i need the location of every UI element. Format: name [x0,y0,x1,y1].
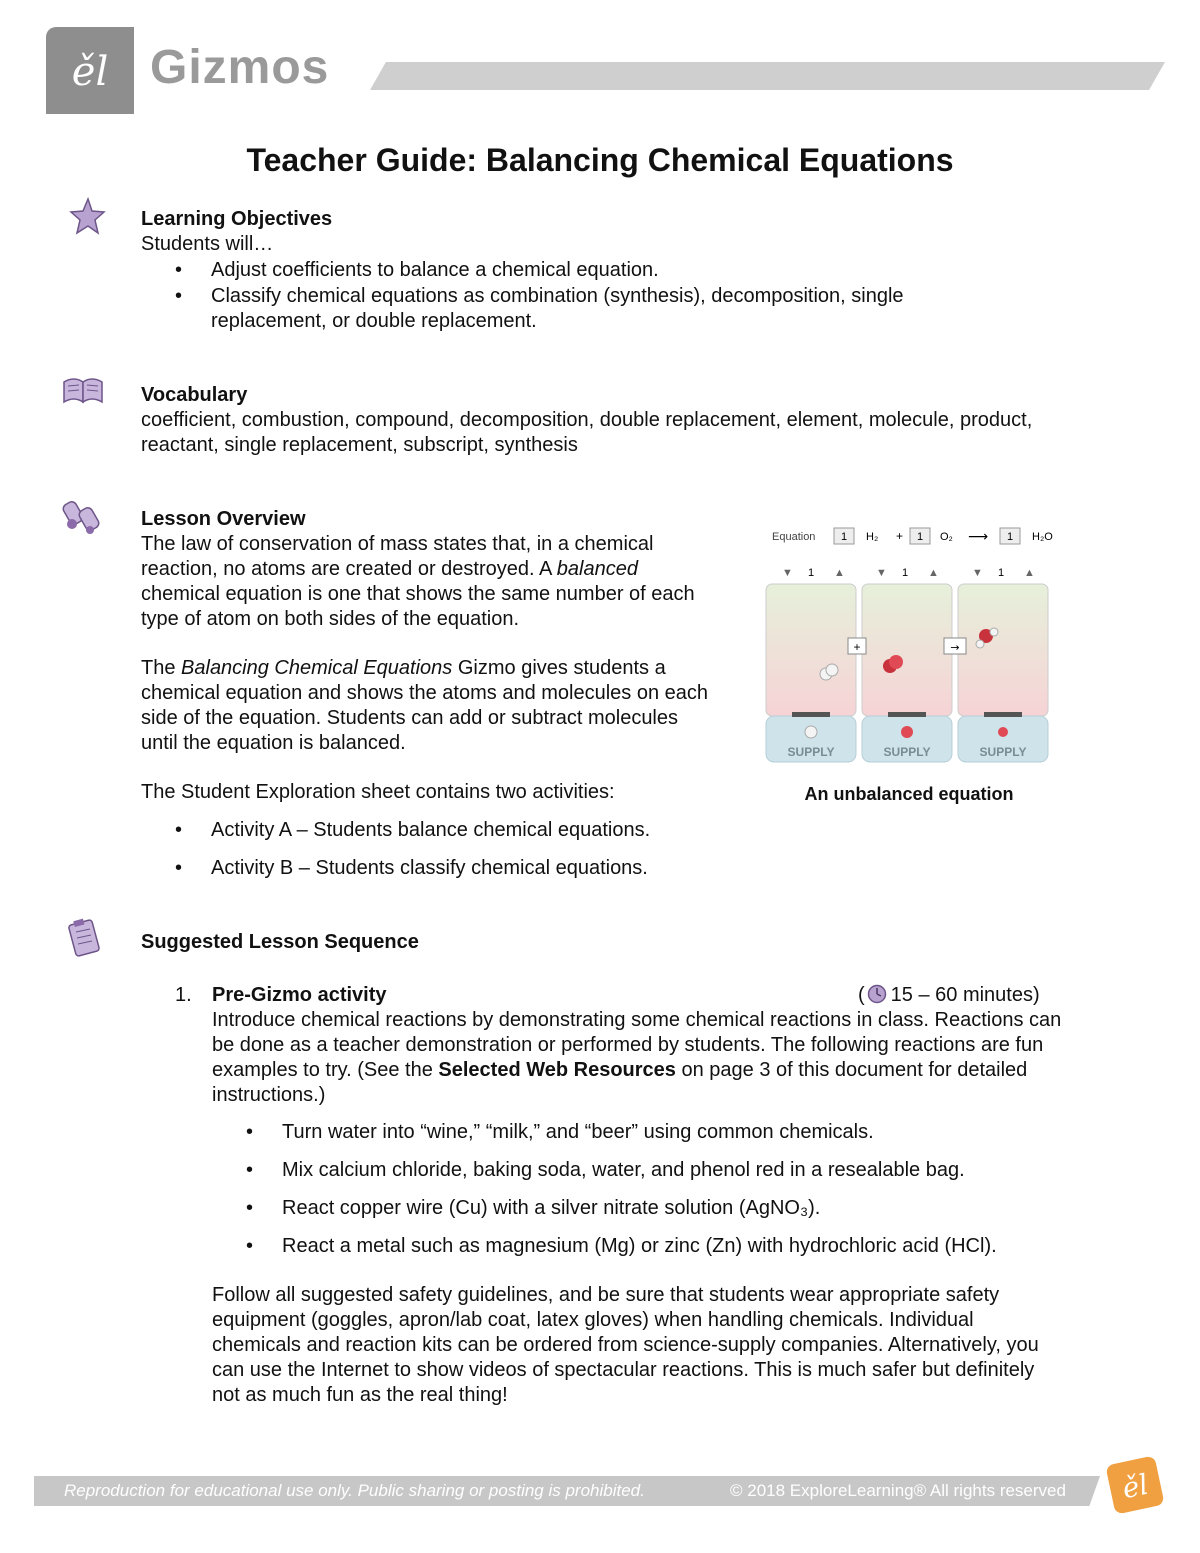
overview-paragraph-1 [141,532,711,632]
clipboard-icon [60,918,106,958]
el-logo-icon [46,27,134,114]
objectives-intro: Students will… [141,233,274,255]
vocabulary-heading: Vocabulary [141,384,248,406]
svg-text:▼: ▼ [972,567,983,579]
equation-label: Equation [772,531,816,543]
brand-name: Gizmos [150,41,330,94]
supply-3-label: SUPPLY [979,745,1027,759]
list-item: • Activity A – Students balance chemical equations. [141,818,741,843]
list-item: • Mix calcium chloride, baking soda, water, and phenol red in a resealable bag. [212,1158,1092,1183]
objective-item: • Adjust coefficients to balance a chemical equation. [141,258,1001,283]
overview-p2-text: The [141,657,182,679]
duration-text: 15 – 60 minutes) [890,984,1040,1006]
svg-text:▼: ▼ [782,567,793,579]
coefficient-3: 1 [1006,531,1014,543]
svg-text:▲: ▲ [1024,567,1035,579]
stepper-3-value: 1 [998,567,1005,579]
binoculars-icon [60,494,106,534]
gizmos-logo-mark [46,27,134,114]
svg-text:ěl: ěl [1119,1467,1152,1506]
svg-text:▲: ▲ [928,567,939,579]
overview-heading: Lesson Overview [141,508,306,530]
svg-text:ěl: ěl [71,49,109,95]
web-resources-ref: Selected Web Resources [438,1059,676,1081]
step-intro [212,1008,1072,1108]
step-number: 1. [175,984,192,1006]
plus-sign: + [896,529,904,543]
supply-2-label: SUPPLY [883,745,931,759]
step-title: Pre-Gizmo activity [212,984,387,1006]
stepper-2-value: 1 [902,567,909,579]
list-item: • Turn water into “wine,” “milk,” and “beer” using common chemicals. [212,1120,1092,1145]
sequence-heading: Suggested Lesson Sequence [141,931,419,953]
duration-paren: ( [858,984,865,1006]
overview-p1-text: The law of conservation of mass states that, in a chemical reaction, no atoms are created or destroyed. A [141,533,654,580]
book-icon [60,370,106,410]
product-formula: H₂O [1032,531,1053,543]
activities-list [141,818,741,881]
coefficient-2: 1 [916,531,924,543]
step-intro-text: Introduce chemical reactions by demonstrating some chemical reactions in class. Reactions can be done as a teacher demonstration or performed by students. The following reactions are fun examples to try. (See the [212,1009,1062,1081]
footer-copyright: © 2018 ExploreLearning® All rights reserved [730,1481,1066,1500]
star-icon [60,196,106,236]
objectives-body [141,232,1041,334]
vocabulary-text: coefficient, combustion, compound, decomposition, double replacement, element, molecule, product, reactant, single replacement, subscript, synthesis [141,409,1033,456]
objective-item: • Classify chemical equations as combination (synthesis), decomposition, single replacement, or double replacement. [141,284,971,334]
coefficient-1: 1 [840,531,848,543]
svg-text:▲: ▲ [834,567,845,579]
header-bar [370,62,1165,90]
overview-p1-emphasis: balanced [556,558,638,580]
safety-paragraph: Follow all suggested safety guidelines, and be sure that students wear appropriate safety equipment (goggles, apron/lab coat, latex gloves) when handling chemicals. Individual chemicals and reaction kits can be ordered from science-supply companies. Alternatively, you can use the Internet to show videos of spectacular reactions. This is much safer but definitely not as much fun as the real thing! [212,1284,1039,1406]
overview-paragraph-3: The Student Exploration sheet contains two activities: [141,781,615,803]
yield-arrow: ⟶ [968,529,989,545]
overview-p1-text-cont: chemical equation is one that shows the same number of each type of atom on both sides of the equation. [141,583,695,630]
reactant-2-formula: O₂ [940,531,953,543]
supply-1-label: SUPPLY [787,745,835,759]
objectives-heading: Learning Objectives [141,208,333,230]
explorelearning-logo-icon [1102,1452,1168,1518]
overview-paragraph-2 [141,656,716,756]
list-item: • Activity B – Students classify chemical equations. [141,856,741,881]
gizmo-screenshot [762,520,1058,768]
footer-notice: Reproduction for educational use only. Public sharing or posting is prohibited. [64,1481,645,1500]
step-duration [858,983,1040,1008]
clock-icon [867,984,887,1004]
list-item: • React a metal such as magnesium (Mg) or zinc (Zn) with hydrochloric acid (HCl). [212,1234,1092,1259]
reactions-list [212,1120,1092,1259]
svg-text:+: + [853,640,861,654]
step-intro-text-cont: on page 3 of this document for detailed instructions.) [212,1059,1028,1106]
overview-p2-emphasis: Balancing Chemical Equations [181,657,453,679]
svg-text:→: → [950,641,960,654]
svg-text:▼: ▼ [876,567,887,579]
overview-p2-text-cont: Gizmo gives students a chemical equation and shows the atoms and molecules on each side of the equation. Students can add or subtract molecules until the equation is balanced. [141,657,709,754]
stepper-1-value: 1 [808,567,815,579]
page-title: Teacher Guide: Balancing Chemical Equations [246,142,954,178]
figure-caption: An unbalanced equation [804,784,1014,804]
list-item: • React copper wire (Cu) with a silver nitrate solution (AgNO₃). [212,1196,1092,1221]
reactant-1-formula: H₂ [866,531,879,543]
